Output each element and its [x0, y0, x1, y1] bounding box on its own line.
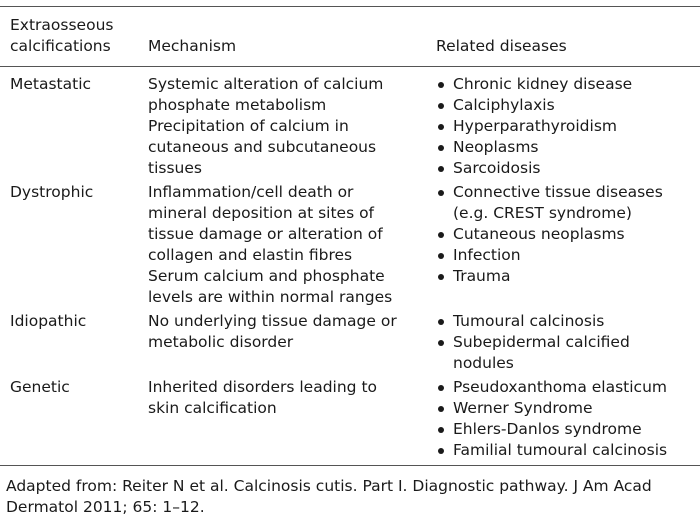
- list-item: Trauma: [436, 266, 663, 287]
- row-type-idiopathic: Idiopathic: [10, 312, 87, 330]
- header-rule: [0, 66, 700, 67]
- header-mechanism: Mechanism: [148, 37, 237, 55]
- list-item: Hyperparathyroidism: [436, 116, 632, 137]
- header-related-diseases: Related diseases: [436, 37, 567, 55]
- list-item: Connective tissue diseases (e.g. CREST syndrome): [436, 182, 663, 224]
- row-type-genetic: Genetic: [10, 378, 70, 396]
- table-bottom-rule: [0, 465, 700, 466]
- list-item: Pseudoxanthoma elasticum: [436, 377, 667, 398]
- row-diseases-genetic: [436, 377, 667, 461]
- row-diseases-idiopathic: [436, 311, 630, 374]
- list-item: Infection: [436, 245, 663, 266]
- row-mechanism-metastatic: Systemic alteration of calcium phosphate metabolism Precipitation of calcium in cutaneous and subcutaneous tissues: [148, 75, 384, 177]
- header-calcifications: Extraosseous calcifications: [10, 16, 114, 55]
- list-item: Ehlers-Danlos syndrome: [436, 419, 667, 440]
- row-diseases-metastatic: [436, 74, 632, 179]
- list-item: Werner Syndrome: [436, 398, 667, 419]
- list-item: Neoplasms: [436, 137, 632, 158]
- table-footnote: Adapted from: Reiter N et al. Calcinosis cutis. Part I. Diagnostic pathway. J Am Acad Dermatol 2011; 65: 1–12.: [6, 477, 652, 516]
- row-mechanism-idiopathic: No underlying tissue damage or metabolic disorder: [148, 312, 397, 351]
- row-mechanism-dystrophic: Inflammation/cell death or mineral deposition at sites of tissue damage or alteration of collagen and elastin fibres Serum calcium and phosphate levels are within normal ranges: [148, 183, 393, 306]
- table-top-rule: [0, 6, 700, 7]
- list-item: Cutaneous neoplasms: [436, 224, 663, 245]
- row-mechanism-genetic: Inherited disorders leading to skin calcification: [148, 378, 378, 417]
- row-type-metastatic: Metastatic: [10, 75, 92, 93]
- list-item: Calciphylaxis: [436, 95, 632, 116]
- list-item: Tumoural calcinosis: [436, 311, 630, 332]
- list-item: Subepidermal calcified nodules: [436, 332, 630, 374]
- list-item: Familial tumoural calcinosis: [436, 440, 667, 461]
- row-diseases-dystrophic: [436, 182, 663, 287]
- list-item: Chronic kidney disease: [436, 74, 632, 95]
- row-type-dystrophic: Dystrophic: [10, 183, 94, 201]
- list-item: Sarcoidosis: [436, 158, 632, 179]
